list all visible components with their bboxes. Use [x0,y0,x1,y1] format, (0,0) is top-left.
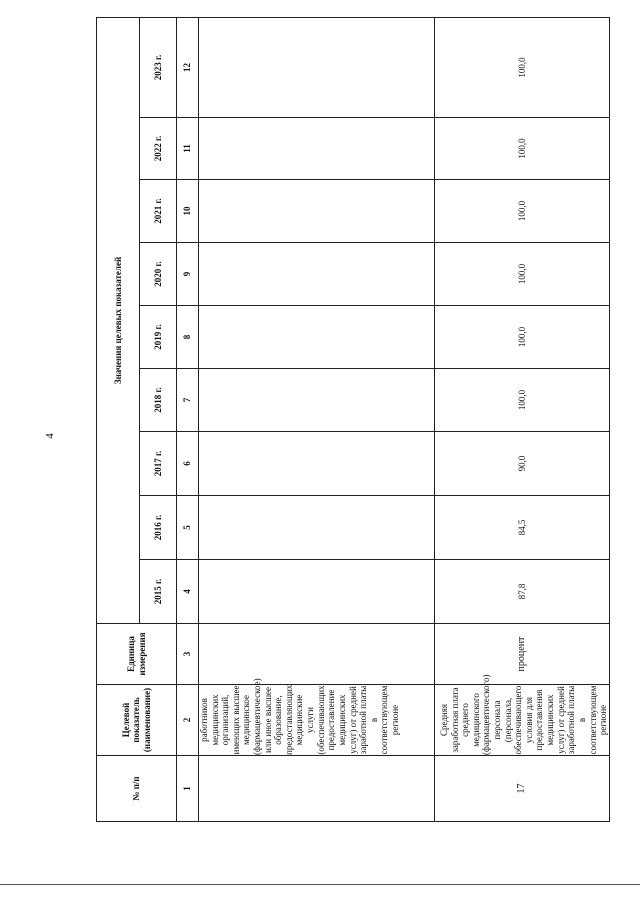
row-indicator: Средняя заработная плата среднего медицинского (фармацевтического) персонала (персонала, обеспечивающего условия для предоставления медицинских услуг) от средней заработной платы в соответствующем регионе [435,685,610,756]
column-number: 2 [177,685,199,756]
header-indicator: Целевой показатель (наименование) [97,685,177,756]
column-number: 5 [177,496,199,560]
column-number: 7 [177,369,199,432]
column-number: 8 [177,306,199,369]
row-value [199,180,435,243]
row-value [199,118,435,180]
row-no [199,756,435,822]
row-value: 100,0 [435,118,610,180]
header-unit: Единица измерения [97,624,177,685]
header-year: 2021 г. [140,180,177,243]
table-row [199,17,435,821]
row-unit [199,624,435,685]
bottom-rule [0,884,640,885]
column-number: 12 [177,17,199,117]
header-year: 2020 г. [140,243,177,306]
header-no: № п/п [97,756,177,822]
row-unit: процент [435,624,610,685]
row-value: 100,0 [435,306,610,369]
header-year: 2015 г. [140,560,177,624]
column-number: 3 [177,624,199,685]
row-value [199,560,435,624]
column-number: 11 [177,118,199,180]
row-value: 87,8 [435,560,610,624]
indicators-table [96,17,610,822]
header-year: 2016 г. [140,496,177,560]
header-values-group: Значения целевых показателей [97,17,140,623]
row-value: 100,0 [435,180,610,243]
row-value [199,496,435,560]
row-value [199,369,435,432]
row-value [199,243,435,306]
row-value: 90,0 [435,432,610,496]
rotated-page [96,38,609,822]
header-year: 2018 г. [140,369,177,432]
column-number: 6 [177,432,199,496]
row-value [199,432,435,496]
column-number: 9 [177,243,199,306]
row-value: 100,0 [435,243,610,306]
table-row [435,17,610,821]
row-no: 17 [435,756,610,822]
row-indicator: работников медицинских организаций, имеющих высшее медицинское (фармацевтическое) или иное высшее образование, предоставляющих медицинские услуги (обеспечивающих предоставление медицинских услуг) от средней заработной платы в соответствующем регионе [199,685,435,756]
header-year: 2017 г. [140,432,177,496]
header-year: 2023 г. [140,17,177,117]
column-number: 4 [177,560,199,624]
header-year: 2022 г. [140,118,177,180]
row-value: 84,5 [435,496,610,560]
header-year: 2019 г. [140,306,177,369]
column-number: 10 [177,180,199,243]
column-number: 1 [177,756,199,822]
row-value: 100,0 [435,17,610,117]
row-value [199,306,435,369]
row-value [199,17,435,117]
row-value: 100,0 [435,369,610,432]
page-number: 4 [44,433,56,439]
